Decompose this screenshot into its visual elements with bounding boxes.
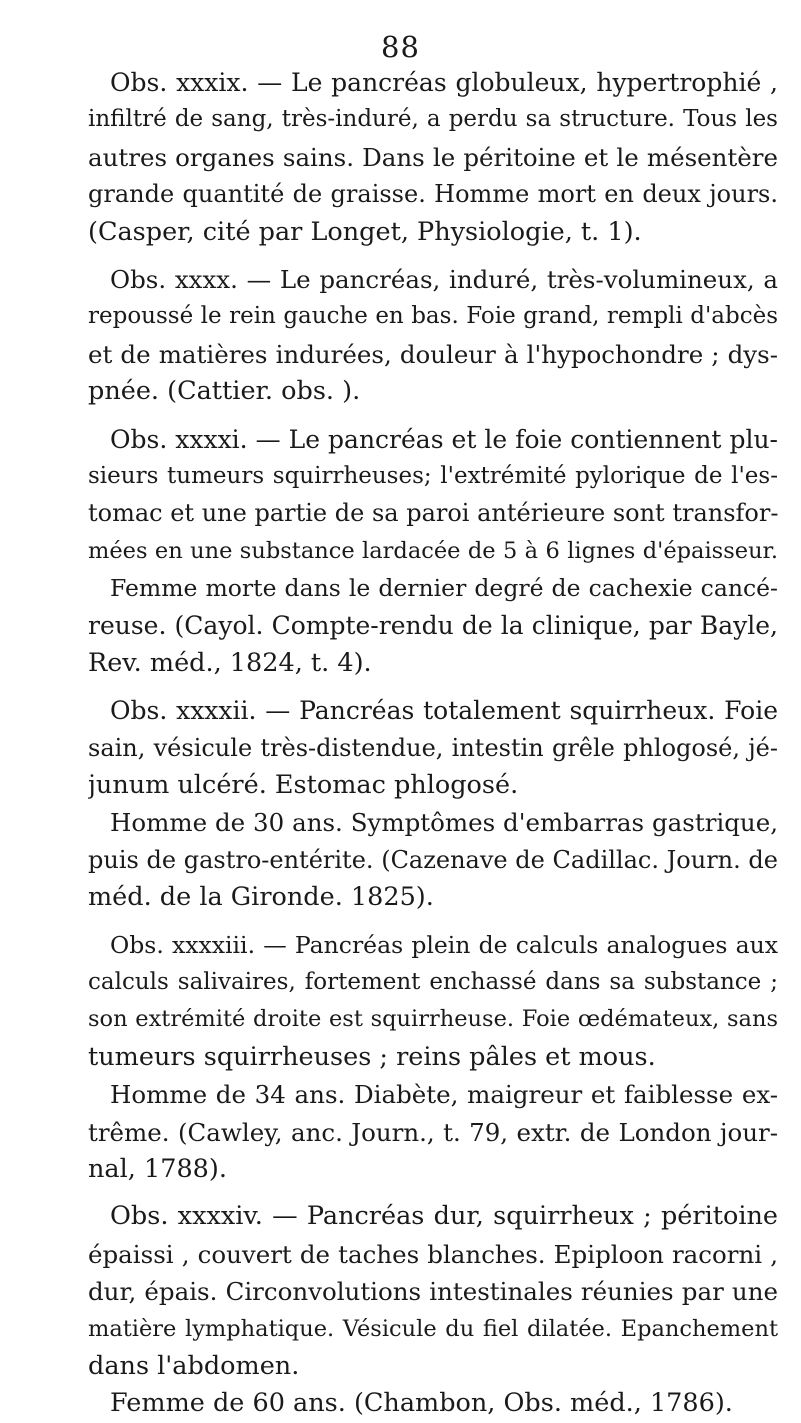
text-line: tomac et une partie de sa paroi antérieure sont transfor- xyxy=(88,499,778,528)
text-line: infiltré de sang, très-induré, a perdu sa structure. Tous les xyxy=(88,106,778,133)
observation-paragraph xyxy=(88,421,778,683)
observation-paragraph xyxy=(88,692,778,916)
text-line: sieurs tumeurs squirrheuses; l'extrémité pylorique de l'es- xyxy=(88,462,778,489)
text-line: Obs. xxxx. — Le pancréas, induré, très-volumineux, a xyxy=(110,264,778,294)
observation-paragraph xyxy=(88,261,778,411)
text-line: calculs salivaires, fortement enchassé dans sa substance ; xyxy=(88,968,778,995)
page-number: 88 xyxy=(381,30,420,64)
text-line: Rev. méd., 1824, t. 4). xyxy=(88,647,372,678)
text-line: matière lymphatique. Vésicule du fiel dilatée. Epanchement xyxy=(88,1315,778,1342)
text-line: tumeurs squirrheuses ; reins pâles et mous. xyxy=(88,1041,656,1072)
text-line: Homme de 30 ans. Symptômes d'embarras gastrique, xyxy=(110,808,778,838)
text-line: (Casper, cité par Longet, Physiologie, t. 1). xyxy=(88,216,642,247)
observation-paragraph xyxy=(88,64,778,251)
observation-paragraph xyxy=(88,1198,778,1422)
text-line: Obs. xxxxiv. — Pancréas dur, squirrheux ; péritoine xyxy=(110,1201,778,1232)
text-line: dans l'abdomen. xyxy=(88,1350,300,1381)
text-line: sain, vésicule très-distendue, intestin grêle phlogosé, jé- xyxy=(88,733,778,762)
text-line: son extrémité droite est squirrheuse. Foie œdémateux, sans xyxy=(88,1006,778,1033)
text-line: méd. de la Gironde. 1825). xyxy=(88,882,434,913)
text-line: nal, 1788). xyxy=(88,1153,227,1184)
observations-text xyxy=(88,64,778,1423)
text-line: Femme morte dans le dernier degré de cachexie cancé- xyxy=(110,574,778,603)
text-line: repoussé le rein gauche en bas. Foie grand, rempli d'abcès xyxy=(88,303,778,330)
text-line: junum ulcéré. Estomac phlogosé. xyxy=(88,770,519,801)
text-line: trême. (Cawley, anc. Journ., t. 79, extr. de London jour- xyxy=(88,1117,778,1147)
text-line: pnée. (Cattier. obs. ). xyxy=(88,376,361,407)
text-line: et de matières indurées, douleur à l'hypochondre ; dys- xyxy=(88,339,778,369)
text-line: mées en une substance lardacée de 5 à 6 lignes d'épaisseur. xyxy=(88,537,778,564)
text-line: Homme de 34 ans. Diabète, maigreur et faiblesse ex- xyxy=(110,1080,778,1110)
text-line: autres organes sains. Dans le péritoine et le mésentère xyxy=(88,142,778,172)
text-line: reuse. (Cayol. Compte-rendu de la clinique, par Bayle, xyxy=(88,611,778,641)
text-line: dur, épais. Circonvolutions intestinales réunies par une xyxy=(88,1277,778,1307)
text-line: Obs. xxxxii. — Pancréas totalement squirrheux. Foie xyxy=(110,696,778,726)
text-line: grande quantité de graisse. Homme mort en deux jours. xyxy=(88,180,778,209)
text-line: Obs. xxxix. — Le pancréas globuleux, hypertrophié , xyxy=(110,68,778,97)
text-line: Obs. xxxxiii. — Pancréas plein de calculs analogues aux xyxy=(110,930,778,959)
text-line: épaissi , couvert de taches blanches. Epiploon racorni , xyxy=(88,1239,778,1269)
text-line: Femme de 60 ans. (Chambon, Obs. méd., 1786). xyxy=(110,1388,733,1419)
observation-paragraph xyxy=(88,927,778,1189)
text-line: puis de gastro-entérite. (Cazenave de Cadillac. Journ. de xyxy=(88,845,778,874)
text-line: Obs. xxxxi. — Le pancréas et le foie contiennent plu- xyxy=(110,424,778,454)
